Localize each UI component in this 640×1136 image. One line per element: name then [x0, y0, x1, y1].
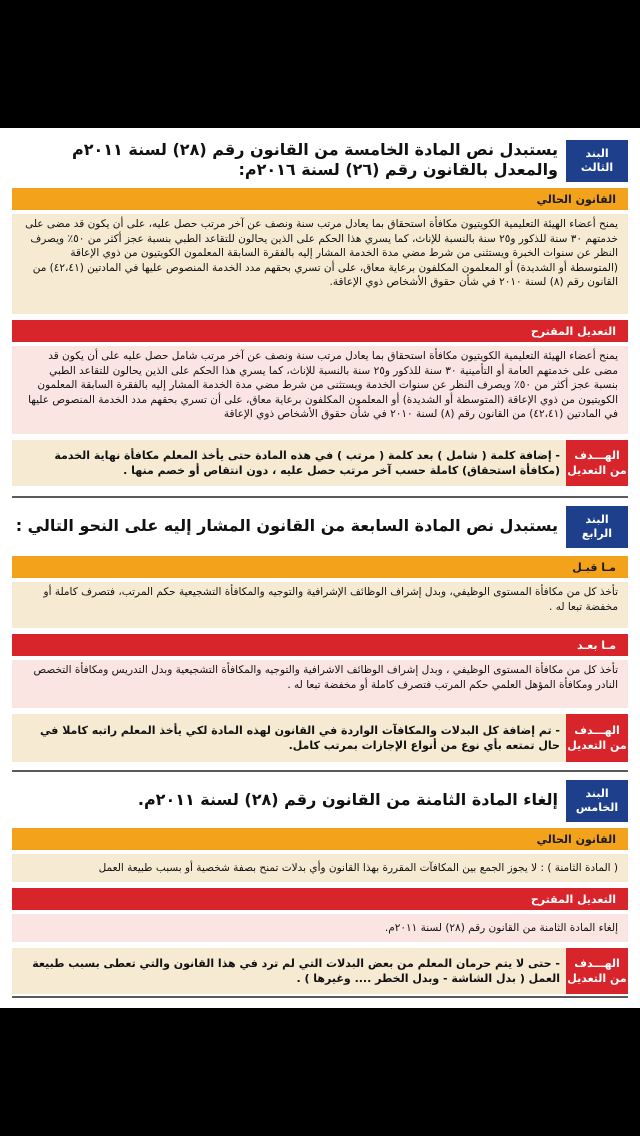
section-heading: يستبدل نص المادة الخامسة من القانون رقم (٢٨) لسنة ٢٠١١م والمعدل بالقانون رقم (٢٦) لسنة ٢٠١٦م: [72, 140, 558, 179]
proposed-amendment-text: يمنح أعضاء الهيئة التعليمية الكويتيون مكافأة استحقاق بما يعادل مرتب سنة ونصف عن آخر مرتب شامل حصل عليه على أن يكون قد مضى على خدمتهم العامة أو التأمينية ٣٠ سنة للذكور و٢٥ سنة بالنسبة للإناث، كما يسري هذا الحكم على الذين يحالون للتقاعد الطبي بنسبة عجز أكثر من ٥٠٪ ويصرف النظر عن سنوات الخدمة ويستثنى من شرط مضي مدة الخدمة المشار إليه بالفقرة السابقة المعلمون الكويتيون من ذوي الإعاقة (المتوسطة أو الشديدة) أو المعلمون المكلفون برعاية معاق، على أن تسري بحقهم مدد الخدمة المنصوص عليها في المادتين (٤٢،٤١) من القانون رقم (٨) لسنة ٢٠١٠ في شأن حقوق الأشخاص ذوي الإعاقة [12, 346, 628, 434]
section-item-5 [12, 780, 628, 994]
amendment-goal [12, 714, 628, 762]
goal-text: - إضافة كلمة ( شامل ) بعد كلمة ( مرتب ) في هذه المادة حتى يأخذ المعلم مكافأة نهاية الخدمة (مكافأة استحقاق) كاملة حسب آخر مرتب حصل عليه ، دون انتقاص أو خصم منها . [54, 449, 560, 477]
section-divider [12, 770, 628, 772]
goal-text: - تم إضافة كل البدلات والمكافآت الواردة في القانون لهذه المادة لكي يأخذ المعلم راتبه كاملا في حال تمتعه بأي نوع من أنواع الإجازات بمرتب كامل. [40, 724, 560, 752]
current-law-label: القانون الحالي [536, 193, 616, 206]
current-law-bar [12, 828, 628, 850]
section-badge: البند الثالث [566, 140, 628, 182]
goal-text: - حتى لا يتم حرمان المعلم من بعض البدلات التي لم ترد في هذا القانون والتي تعطى بسبب طبيعة العمل ( بدل الشاشة - وبدل الخطر .... وغيرها ) . [32, 957, 560, 985]
proposed-amendment-label: التعديل المقترح [530, 325, 616, 338]
proposed-amendment-label: التعديل المقترح [530, 893, 616, 906]
current-law-label: القانون الحالي [536, 833, 616, 846]
section-heading: يستبدل نص المادة السابعة من القانون المشار إليه على النحو التالي : [15, 516, 558, 535]
proposed-amendment-bar [12, 320, 628, 342]
proposed-amendment-bar [12, 888, 628, 910]
section-heading: إلغاء المادة الثامنة من القانون رقم (٢٨) لسنة ٢٠١١م. [137, 790, 558, 809]
goal-label: الهـــدف من التعديل [566, 948, 628, 994]
section-item-4 [12, 506, 628, 764]
amendment-goal [12, 440, 628, 486]
after-bar [12, 634, 628, 656]
section-divider [12, 496, 628, 498]
before-bar [12, 556, 628, 578]
amendment-goal [12, 948, 628, 994]
before-text: تأخذ كل من مكافأة المستوى الوظيفي، وبدل إشراف الوظائف الإشرافية والتوجيه والمكافأة التشجيعية حكم المرتب، فتصرف كاملة أو مخفضة تبعا له . [12, 582, 628, 628]
section-badge: البند الخامس [566, 780, 628, 822]
after-label: مـا بعـد [577, 639, 616, 652]
goal-label: الهـــدف من التعديل [566, 440, 628, 486]
proposed-amendment-text: إلغاء المادة الثامنة من القانون رقم (٢٨) لسنة ٢٠١١م. [12, 914, 628, 942]
before-label: مـا قبـل [572, 561, 616, 574]
current-law-bar [12, 188, 628, 210]
current-law-text: يمنح أعضاء الهيئة التعليمية الكويتيون مكافأة استحقاق بما يعادل مرتب سنة ونصف عن آخر مرتب حصل عليه، على أن يكون قد مضى على خدمتهم ٣٠ سنة للذكور و٢٥ سنة بالنسبة للإناث، كما يسري هذا الحكم على الذين يحالون للتقاعد الطبي بنسبة عجز أكثر من ٥٠٪ ويصرف النظر عن سنوات الخبرة ويستثنى من شرط مضي مدة الخدمة المشار إليه بالفقرة السابقة المعلمون الكويتيون من ذوي الإعاقة (المتوسطة أو الشديدة) أو المعلمون المكلفون برعاية معاق، على أن تسري بحقهم مدد الخدمة المنصوص عليها في المادتين (٤٢،٤١) من القانون رقم (٨) لسنة ٢٠١٠ في شأن حقوق الأشخاص ذوي الإعاقة. [12, 214, 628, 314]
section-item-3 [12, 140, 628, 488]
section-divider [12, 996, 628, 998]
goal-label: الهـــدف من التعديل [566, 714, 628, 762]
document-page [0, 128, 640, 1008]
after-text: تأخذ كل من مكافأة المستوى الوظيفي ، وبدل إشراف الوظائف الاشرافية والتوجيه والمكافأة التشجيعية وبدل التدريس ومكافأة التخصص النادر ومكافأة المؤهل العلمي حكم المرتب فتصرف كاملة أو مخفضة تبعا له . [12, 660, 628, 708]
current-law-text: ( المادة الثامنة ) : لا يجوز الجمع بين المكافآت المقررة بهذا القانون وأي بدلات تمنح بصفة شخصية أو بسبب طبيعة العمل [12, 854, 628, 882]
section-badge: البند الرابع [566, 506, 628, 548]
